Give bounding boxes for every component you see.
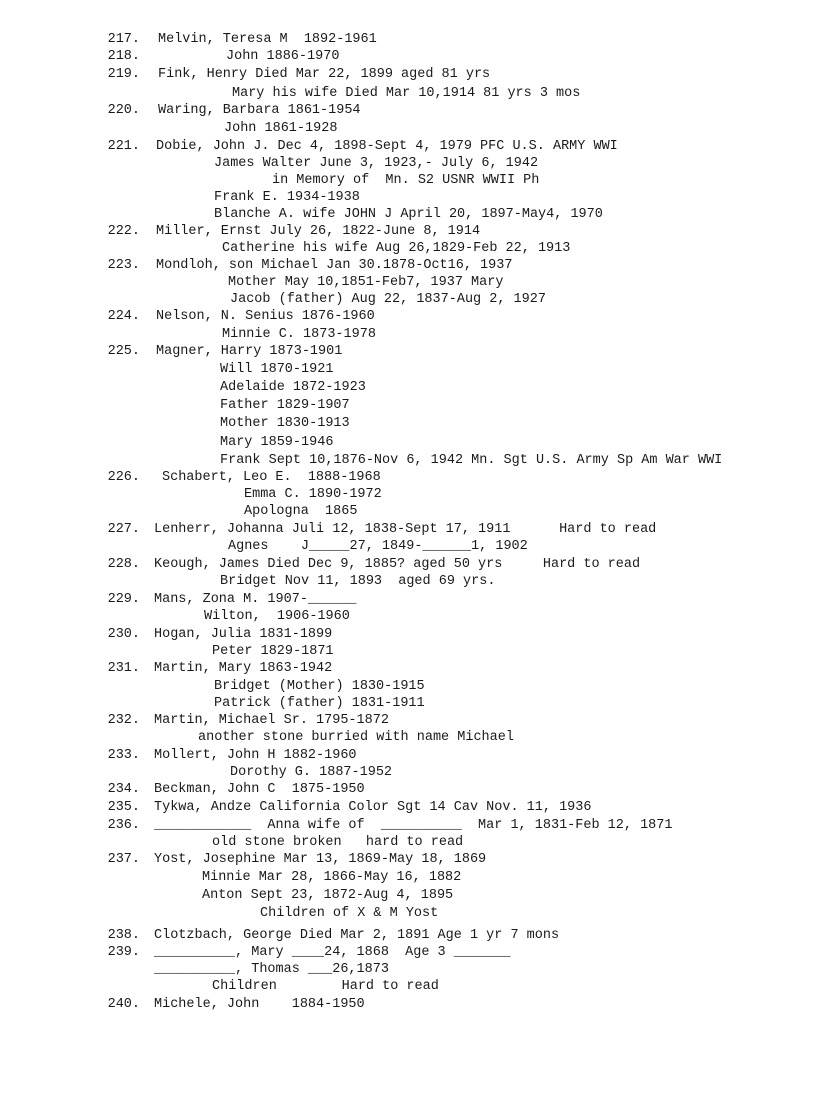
entry-number: 217. xyxy=(107,32,140,47)
entry-text: Children of X & M Yost xyxy=(260,906,439,921)
entry-text: Children Hard to read xyxy=(212,979,439,994)
entry-text: Mother 1830-1913 xyxy=(220,416,350,431)
entry-number: 220. xyxy=(107,103,140,118)
entry-number: 221. xyxy=(107,139,140,154)
entry-text: James Walter June 3, 1923,- July 6, 1942 xyxy=(214,156,539,171)
entry-text: Melvin, Teresa M 1892-1961 xyxy=(158,32,377,47)
entry-text: Michele, John 1884-1950 xyxy=(154,997,365,1012)
entry-text: Tykwa, Andze California Color Sgt 14 Cav Nov. 11, 1936 xyxy=(154,800,592,815)
entry-text: Clotzbach, George Died Mar 2, 1891 Age 1 yr 7 mons xyxy=(154,928,560,943)
entry-text: Father 1829-1907 xyxy=(220,398,350,413)
entry-text: Mother May 10,1851-Feb7, 1937 Mary xyxy=(228,275,504,290)
entry-text: Mollert, John H 1882-1960 xyxy=(154,748,357,763)
entry-text: __________, Thomas ___26,1873 xyxy=(154,962,389,977)
entry-text: Nelson, N. Senius 1876-1960 xyxy=(156,309,375,324)
entry-text: Catherine his wife Aug 26,1829-Feb 22, 1913 xyxy=(222,241,571,256)
entry-text: Keough, James Died Dec 9, 1885? aged 50 yrs Hard to read xyxy=(154,557,641,572)
entry-text: Bridget (Mother) 1830-1915 xyxy=(214,679,425,694)
entry-number: 237. xyxy=(107,852,140,867)
entry-number: 228. xyxy=(107,557,140,572)
entry-text: Will 1870-1921 xyxy=(220,362,334,377)
entry-text: another stone burried with name Michael xyxy=(198,730,514,745)
entry-text: __________, Mary ____24, 1868 Age 3 _______ xyxy=(154,945,511,960)
entry-text: John 1886-1970 xyxy=(226,49,340,64)
entry-text: Dobie, John J. Dec 4, 1898-Sept 4, 1979 PFC U.S. ARMY WWI xyxy=(156,139,618,154)
entry-text: Martin, Michael Sr. 1795-1872 xyxy=(154,713,389,728)
entry-text: Minnie C. 1873-1978 xyxy=(222,327,376,342)
entry-text: Waring, Barbara 1861-1954 xyxy=(158,103,361,118)
entry-number: 227. xyxy=(107,522,140,537)
entry-number: 240. xyxy=(107,997,140,1012)
entry-text: Mary 1859-1946 xyxy=(220,435,334,450)
entry-number: 226. xyxy=(107,470,140,485)
entry-number: 222. xyxy=(107,224,140,239)
entry-number: 231. xyxy=(107,661,140,676)
entry-text: Agnes J_____27, 1849-______1, 1902 xyxy=(228,539,528,554)
entry-text: old stone broken hard to read xyxy=(212,835,464,850)
entry-text: Bridget Nov 11, 1893 aged 69 yrs. xyxy=(220,574,496,589)
entry-number: 235. xyxy=(107,800,140,815)
entry-text: Mary his wife Died Mar 10,1914 81 yrs 3 mos xyxy=(232,86,581,101)
entry-number: 239. xyxy=(107,945,140,960)
entry-number: 236. xyxy=(107,818,140,833)
entry-text: Dorothy G. 1887-1952 xyxy=(230,765,393,780)
entry-text: Beckman, John C 1875-1950 xyxy=(154,782,365,797)
entry-number: 218. xyxy=(107,49,140,64)
entry-text: Peter 1829-1871 xyxy=(212,644,334,659)
entry-text: Wilton, 1906-1960 xyxy=(204,609,350,624)
entry-text: Yost, Josephine Mar 13, 1869-May 18, 1869 xyxy=(154,852,487,867)
entry-text: Hogan, Julia 1831-1899 xyxy=(154,627,333,642)
entry-number: 233. xyxy=(107,748,140,763)
entry-text: Mondloh, son Michael Jan 30.1878-Oct16, 1937 xyxy=(156,258,513,273)
entry-text: Minnie Mar 28, 1866-May 16, 1882 xyxy=(202,870,462,885)
entry-text: Jacob (father) Aug 22, 1837-Aug 2, 1927 xyxy=(230,292,546,307)
entry-number: 229. xyxy=(107,592,140,607)
entry-number: 223. xyxy=(107,258,140,273)
entry-text: ____________ Anna wife of __________ Mar 1, 1831-Feb 12, 1871 xyxy=(154,818,673,833)
entry-text: Adelaide 1872-1923 xyxy=(220,380,366,395)
entry-text: Frank Sept 10,1876-Nov 6, 1942 Mn. Sgt U.S. Army Sp Am War WWI xyxy=(220,453,723,468)
entry-text: Miller, Ernst July 26, 1822-June 8, 1914 xyxy=(156,224,481,239)
entry-number: 238. xyxy=(107,928,140,943)
entry-number: 219. xyxy=(107,67,140,82)
entry-text: Frank E. 1934-1938 xyxy=(214,190,360,205)
entry-text: Lenherr, Johanna Juli 12, 1838-Sept 17, 1911 Hard to read xyxy=(154,522,657,537)
entry-text: Apologna 1865 xyxy=(244,504,358,519)
entry-number: 232. xyxy=(107,713,140,728)
entry-number: 225. xyxy=(107,344,140,359)
entry-text: Schabert, Leo E. 1888-1968 xyxy=(162,470,381,485)
entry-text: Patrick (father) 1831-1911 xyxy=(214,696,425,711)
entry-text: Anton Sept 23, 1872-Aug 4, 1895 xyxy=(202,888,454,903)
entry-number: 224. xyxy=(107,309,140,324)
entry-text: John 1861-1928 xyxy=(224,121,338,136)
entry-text: Martin, Mary 1863-1942 xyxy=(154,661,333,676)
entry-text: in Memory of Mn. S2 USNR WWII Ph xyxy=(272,173,540,188)
entry-text: Magner, Harry 1873-1901 xyxy=(156,344,343,359)
entry-text: Fink, Henry Died Mar 22, 1899 aged 81 yrs xyxy=(158,67,491,82)
entry-number: 234. xyxy=(107,782,140,797)
entry-text: Blanche A. wife JOHN J April 20, 1897-May4, 1970 xyxy=(214,207,603,222)
entry-number: 230. xyxy=(107,627,140,642)
entry-text: Emma C. 1890-1972 xyxy=(244,487,382,502)
entry-text: Mans, Zona M. 1907-______ xyxy=(154,592,357,607)
